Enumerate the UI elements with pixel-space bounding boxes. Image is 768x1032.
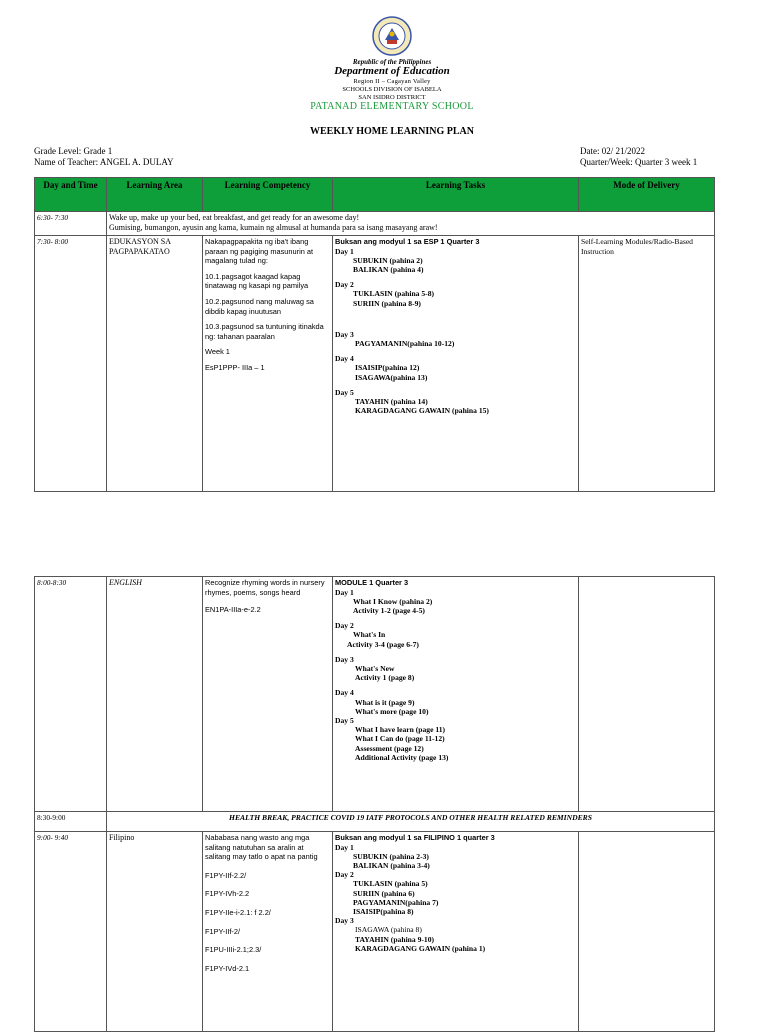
task-item: TUKLASIN (pahina 5-8) (353, 289, 435, 299)
competency-code: F1PY-IIe-i-2.1: f 2.2/ (205, 907, 271, 917)
cell-learning-area: Filipino (107, 832, 203, 1032)
republic-line: Republic of the Philippines (352, 58, 432, 66)
table-row (35, 577, 715, 812)
task-item: PAGYAMANIN(pahina 10-12) (355, 339, 455, 349)
cell-competency (203, 236, 333, 492)
cell-competency (203, 577, 333, 812)
school-name: PATANAD ELEMENTARY SCHOOL (310, 101, 474, 112)
task-item: Activity 1 (page 8) (355, 673, 415, 683)
division-line: SCHOOLS DIVISION OF ISABELA (342, 86, 442, 93)
competency-code: F1PU-IIIi-2.1;2.3/ (205, 945, 262, 955)
day-label: Day 2 (335, 870, 354, 880)
task-item: Assessment (page 12) (355, 743, 424, 753)
department-name: Department of Education (334, 65, 450, 77)
table-row (35, 236, 715, 492)
col-header-learning-competency: Learning Competency (203, 178, 333, 212)
task-item: Activity 1-2 (page 4-5) (353, 606, 425, 615)
competency-text: Recognize rhyming words in nursery rhymes, poems, songs heard (205, 578, 325, 597)
morning-line-en: Wake up, make up your bed, eat breakfast, and get ready for an awesome day! (109, 213, 360, 222)
task-item: What is it (page 9) (355, 697, 415, 707)
task-item: KARAGDAGANG GAWAIN (pahina 15) (355, 406, 489, 416)
learning-plan-table-1 (34, 177, 715, 492)
task-item: SUBUKIN (pahina 2-3) (353, 851, 429, 861)
learning-plan-table-2 (34, 576, 715, 1032)
task-item: BALIKAN (pahina 4) (353, 265, 424, 274)
task-item: What's In (353, 630, 386, 640)
cell-mode-of-delivery (579, 832, 715, 1032)
deped-seal-logo (372, 16, 412, 56)
teacher-name: Name of Teacher: ANGEL A. DULAY (34, 157, 174, 167)
competency-text: 10.2.pagsunod nang maluwag sa dibdib kapag inuutusan (205, 296, 314, 316)
cell-competency (203, 832, 333, 1032)
grade-level: Grade Level: Grade 1 (34, 146, 113, 156)
table-row (35, 212, 715, 236)
task-item: ISAGAWA(pahina 13) (355, 372, 428, 382)
competency-code: EsP1PPP- IIIa – 1 (205, 362, 265, 372)
district-line: SAN ISIDRO DISTRICT (358, 94, 426, 101)
cell-time: 8:00-8:30 (35, 577, 107, 812)
competency-text: Nababasa nang wasto ang mga salitang natutuhan sa aralin at salitang may tatlo o apat na pantig (205, 833, 318, 862)
day-label: Day 4 (335, 354, 354, 364)
task-item: TAYAHIN (pahina 14) (355, 397, 428, 407)
day-label: Day 2 (335, 280, 354, 290)
competency-week: Week 1 (205, 347, 230, 357)
cell-time: 8:30-9:00 (35, 812, 107, 832)
task-item: ISAISIP(pahina 8) (353, 907, 414, 917)
day-label: Day 2 (335, 621, 354, 631)
cell-learning-tasks (333, 236, 579, 492)
col-header-day-time: Day and Time (35, 178, 107, 212)
region-line: Region II – Cagayan Valley (353, 78, 431, 85)
cell-time: 7:30- 8:00 (35, 236, 107, 492)
day-label: Day 1 (335, 842, 354, 852)
day-label: Day 1 (335, 587, 354, 597)
cell-learning-area: ENGLISH (107, 577, 203, 812)
task-item: TAYAHIN (pahina 9-10) (355, 934, 435, 944)
tasks-intro: Buksan ang modyul 1 sa ESP 1 Quarter 3 (335, 237, 480, 246)
day-label: Day 1 (335, 246, 354, 256)
tasks-intro: Buksan ang modyul 1 sa FILIPINO 1 quarter 3 (335, 833, 495, 842)
task-item: TUKLASIN (pahina 5) (353, 879, 428, 889)
competency-code: F1PY-IVh-2.2 (205, 889, 250, 899)
competency-code: EN1PA-IIIa-e-2.2 (205, 605, 261, 615)
day-label: Day 5 (335, 716, 354, 726)
health-break-banner: HEALTH BREAK, PRACTICE COVID 19 IATF PROTOCOLS AND OTHER HEALTH RELATED REMINDERS (107, 812, 715, 832)
competency-code: F1PY-IIf-2/ (205, 926, 241, 936)
morning-line-fil: Gumising, bumangon, ayusin ang kama, kumain ng almusal at humanda para sa isang masayang araw! (109, 223, 438, 232)
task-item: SURIIN (pahina 8-9) (353, 298, 421, 308)
table-header-row (35, 178, 715, 212)
task-item: What I Can do (page 11-12) (355, 734, 445, 744)
cell-time: 9:00- 9:40 (35, 832, 107, 1032)
competency-text: 10.3.pagsunod sa tuntuning itinakda ng: tahanan paaralan (205, 322, 324, 341)
task-item: PAGYAMANIN(pahina 7) (353, 897, 439, 907)
col-header-mode-of-delivery: Mode of Delivery (579, 178, 715, 212)
task-item: What's New (355, 664, 395, 674)
cell-time: 6:30- 7:30 (35, 212, 107, 236)
plan-date: Date: 02/ 21/2022 (580, 146, 645, 156)
competency-code: F1PY-IVd-2.1 (205, 963, 250, 973)
cell-mode-of-delivery (579, 577, 715, 812)
col-header-learning-area: Learning Area (107, 178, 203, 212)
task-item: ISAGAWA (pahina 8) (355, 925, 422, 935)
task-item: What I have learn (page 11) (355, 725, 446, 735)
day-label: Day 3 (335, 916, 354, 926)
cell-learning-area: EDUKASYON SA PAGPAPAKATAO (107, 236, 203, 492)
task-item: Activity 3-4 (page 6-7) (347, 639, 419, 649)
table-row (35, 832, 715, 1032)
task-item: What I Know (pahina 2) (353, 596, 433, 606)
competency-code: F1PY-IIf-2.2/ (205, 870, 247, 880)
quarter-week: Quarter/Week: Quarter 3 week 1 (580, 157, 698, 167)
task-item: SURIIN (pahina 6) (353, 888, 415, 898)
cell-mode-of-delivery: Self-Learning Modules/Radio-Based Instruction (579, 236, 715, 492)
day-label: Day 4 (335, 688, 354, 698)
task-item: ISAISIP(pahina 12) (355, 363, 420, 373)
task-item: SUBUKIN (pahina 2) (353, 255, 423, 265)
tasks-intro: MODULE 1 Quarter 3 (335, 578, 409, 587)
task-item: KARAGDAGANG GAWAIN (pahina 1) (355, 943, 486, 953)
competency-text: Nakapagpapakita ng iba't ibang paraan ng pagiging masunurin at magalang tulad ng: (205, 237, 314, 266)
cell-learning-tasks (333, 832, 579, 1032)
day-label: Day 3 (335, 329, 354, 339)
morning-routine-cell (107, 212, 715, 236)
competency-text: 10.1.pagsagot kaagad kapag tinatawag ng kasapi ng pamilya (205, 271, 309, 291)
page-title: WEEKLY HOME LEARNING PLAN (309, 126, 474, 137)
table-row (35, 812, 715, 832)
task-item: BALIKAN (pahina 3-4) (353, 861, 430, 870)
col-header-learning-tasks: Learning Tasks (333, 178, 579, 212)
day-label: Day 3 (335, 654, 354, 664)
cell-learning-tasks (333, 577, 579, 812)
day-label: Day 5 (335, 387, 354, 397)
task-item: Additional Activity (page 13) (355, 752, 449, 762)
task-item: What's more (page 10) (355, 706, 429, 716)
